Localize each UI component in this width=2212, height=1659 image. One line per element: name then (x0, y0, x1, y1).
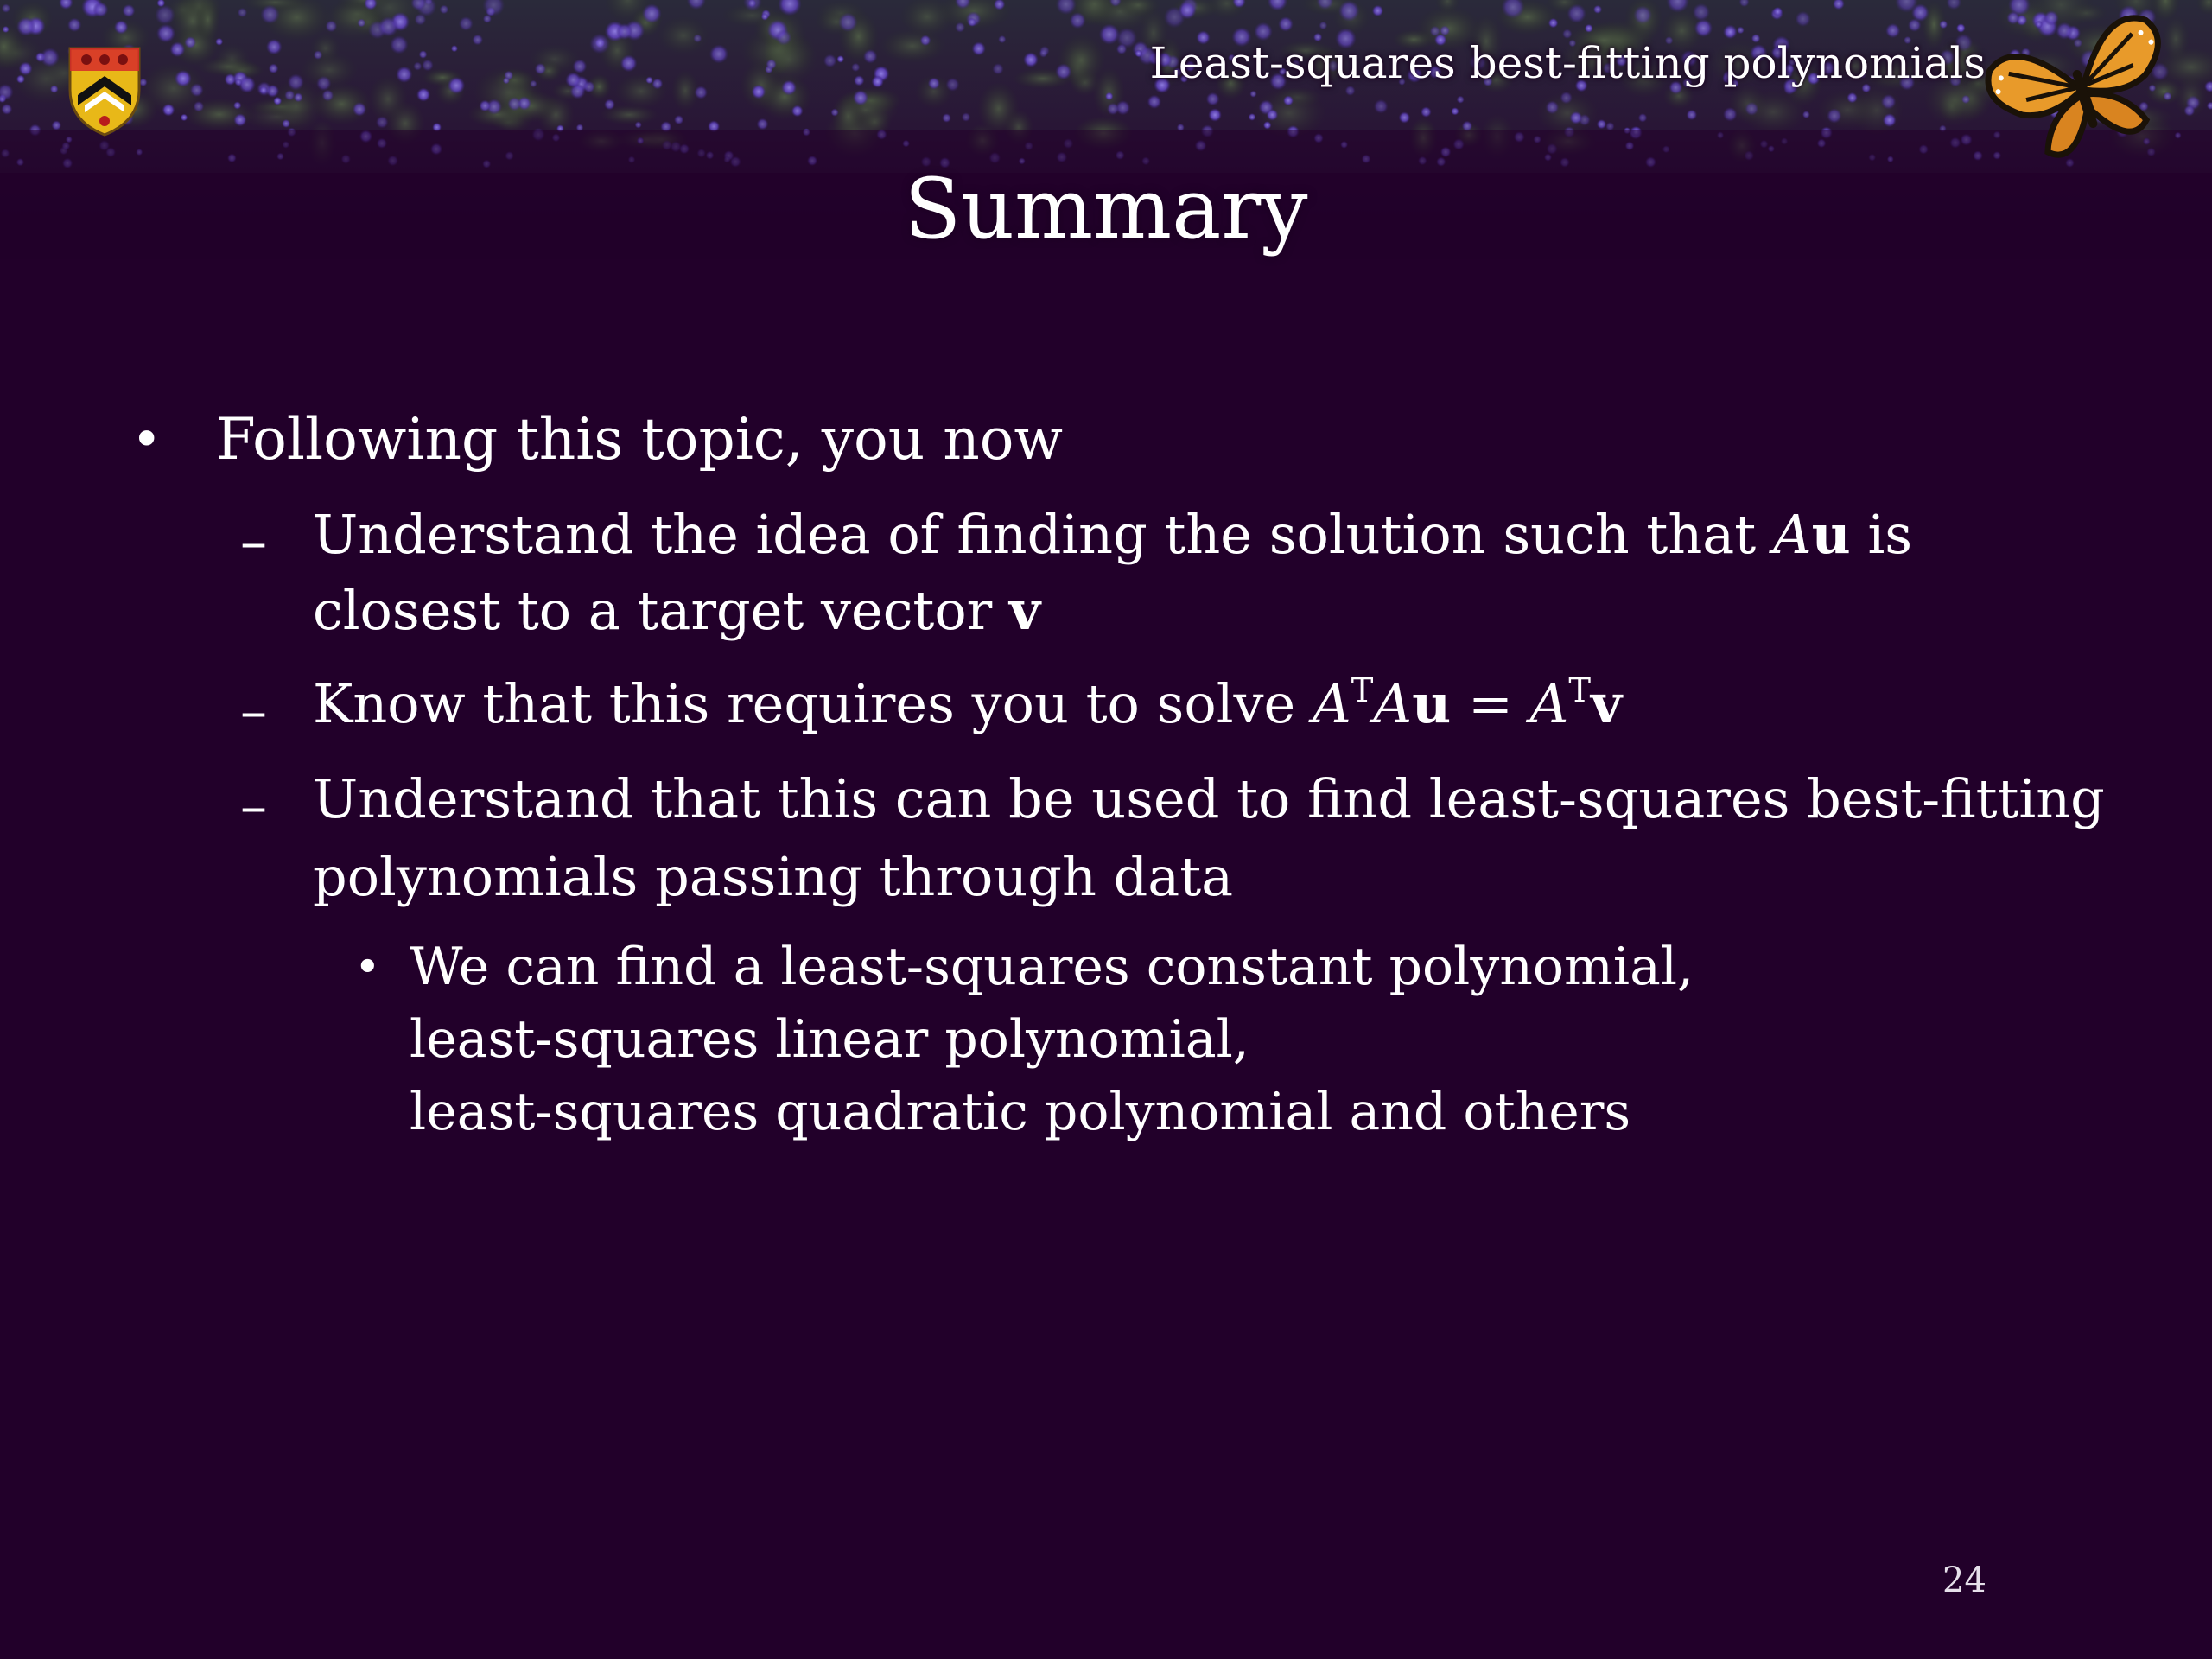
subitem-1-line1: Understand the idea of finding the solution such that Au is (313, 503, 1913, 566)
sub-bullet-line2: least-squares linear polynomial, (410, 1009, 1249, 1070)
sub-bullet-line1: We can find a least-squares constant polynomial, (410, 937, 1694, 997)
sub-bullet-line3: least-squares quadratic polynomial and others (410, 1082, 1631, 1142)
page-number: 24 (1942, 1560, 1986, 1600)
subitem-3-line2: polynomials passing through data (313, 845, 1234, 908)
slide-title: Summary (904, 161, 1308, 257)
bullet-level1-text: Following this topic, you now (216, 406, 1063, 473)
subitem-3-line1: Understand that this can be used to find least-squares best-fitting (313, 767, 2105, 830)
subitem-2-text: Know that this requires you to solve $A^TAu = A^Tv$ (313, 671, 1623, 735)
dash-marker: – (240, 774, 267, 837)
dash-marker: – (240, 679, 267, 742)
bullet-marker: • (354, 942, 381, 994)
subitem-1-line2: closest to a target vector v (313, 579, 1041, 642)
dash-marker: – (240, 510, 267, 573)
header-topic: Least-squares best-fitting polynomials (1149, 38, 1986, 88)
bullet-marker: • (131, 410, 162, 470)
